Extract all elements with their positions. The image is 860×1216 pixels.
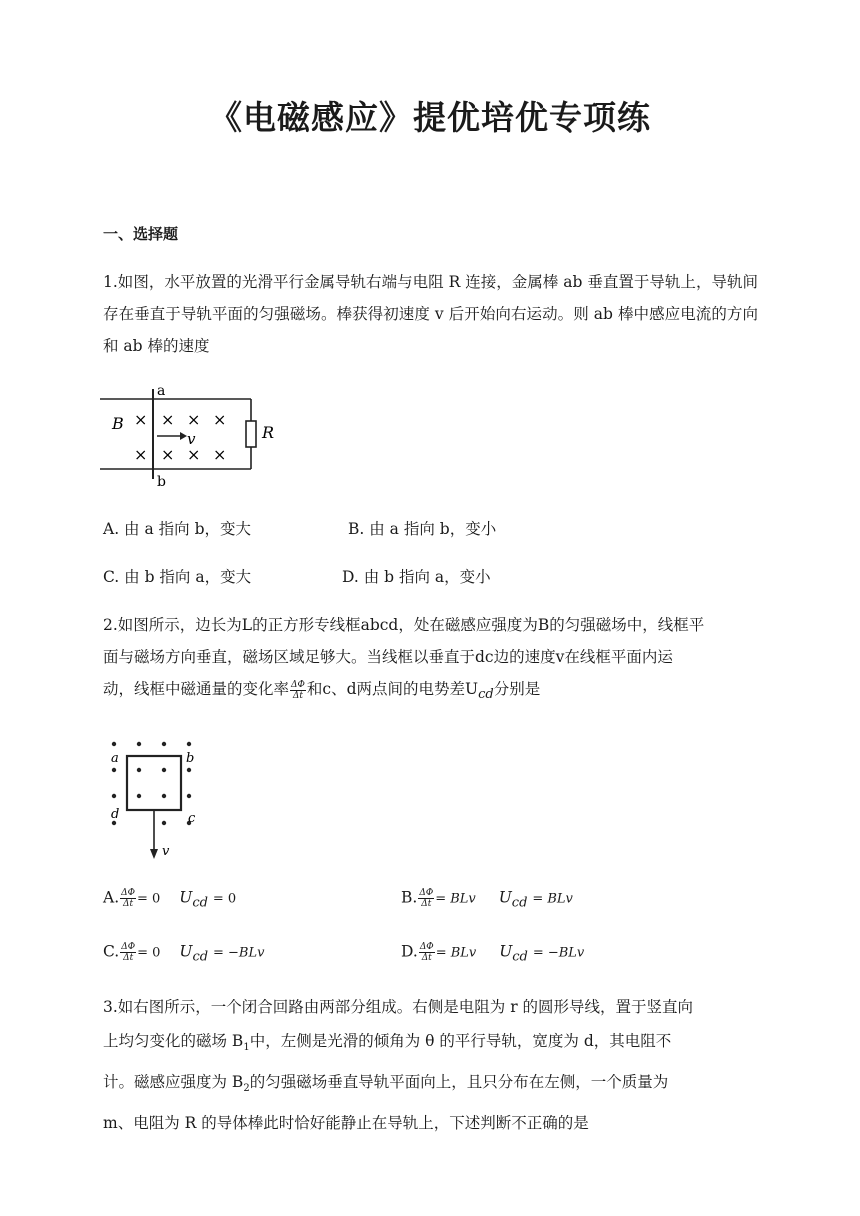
field-dots (112, 742, 191, 825)
q2-line-2: 面与磁场方向垂直，磁场区域足够大。当线框以垂直于dc边的速度v在线框平面内运 (103, 648, 673, 666)
option-2C: C. $\frac{\Delta\Phi}{\Delta t}$ = 0 $U_{cd} = -BLv$ (103, 942, 265, 965)
label-B: B (112, 414, 124, 433)
option-2B: B. $\frac{\Delta\Phi}{\Delta t}$ = BLv $U_{cd}$ = BLv (401, 888, 573, 911)
label-a: a (157, 383, 166, 399)
option-1C: C. 由 b 指向 a，变大 (103, 568, 252, 586)
question-2-figure (104, 737, 212, 865)
question-1-text: 1.如图，水平放置的光滑平行金属导轨右端与电阻 R 连接，金属棒 ab 垂直置于导轨上，导轨间存在垂直于导轨平面的匀强磁场。棒获得初速度 v 后开始向右运动。则 ab 棒中感应电流的方向和 ab 棒的速度 (103, 273, 758, 355)
label-a: a (111, 751, 119, 766)
q3-line-3: 计。磁感应强度为 $B_2$的匀强磁场垂直导轨平面向上，且只分布在左侧，一个质量为 (103, 1073, 669, 1095)
q2-line-3: 动，线框中磁通量的变化率 $\frac{\Delta\Phi}{\Delta t}$ 和c、d两点间的电势差$U_{cd}$分别是 (103, 679, 541, 703)
label-v: v (187, 430, 196, 448)
field-mark: × (134, 445, 148, 464)
resistor-R (246, 421, 256, 447)
label-d: d (111, 807, 120, 822)
q3-line-4: m、电阻为 R 的导体棒此时恰好能静止在导轨上，下述判断不正确的是 (103, 1114, 589, 1133)
option-2D: D. $\frac{\Delta\Phi}{\Delta t}$ = BLv $U_{cd} = -BLv$ (401, 942, 585, 965)
q3-line-1: 3.如右图所示，一个闭合回路由两部分组成。右侧是电阻为 r 的圆形导线，置于竖直向 (103, 998, 694, 1016)
square-loop (127, 756, 181, 810)
label-R: R (262, 423, 275, 442)
field-mark: × (213, 410, 227, 429)
option-1A: A. 由 a 指向 b，变大 (103, 520, 251, 538)
page-title: 《电磁感应》提优培优专项练 (209, 98, 651, 137)
q2-line-1: 2.如图所示，边长为L的正方形专线框abcd，处在磁感应强度为B的匀强磁场中，线框平 (103, 616, 705, 634)
option-1D: D. 由 b 指向 a，变小 (342, 568, 491, 586)
question-1-figure (100, 382, 280, 490)
flux-rate-fraction: $\frac{\Delta\Phi}{\Delta t}$ (291, 679, 305, 701)
option-1B: B. 由 a 指向 b，变小 (348, 520, 497, 538)
question-2-text (103, 609, 758, 711)
label-b: b (186, 751, 195, 766)
field-mark: × (187, 445, 201, 464)
field-mark: × (134, 410, 148, 429)
field-mark: × (161, 410, 175, 429)
q3-line-2: 上均匀变化的磁场 $B_1$中，左侧是光滑的倾角为 θ 的平行导轨，宽度为 d，其电阻不 (103, 1032, 672, 1054)
field-mark: × (187, 410, 201, 429)
option-2A: A. $\frac{\Delta\Phi}{\Delta t}$ = 0 $U_{cd} = 0$ (103, 888, 237, 911)
question-3-text (103, 990, 758, 1140)
label-v: v (162, 844, 170, 859)
label-b: b (157, 474, 166, 490)
field-mark: × (213, 445, 227, 464)
section-heading: 一、选择题 (103, 225, 179, 243)
field-mark: × (161, 445, 175, 464)
label-c: c (188, 811, 196, 826)
